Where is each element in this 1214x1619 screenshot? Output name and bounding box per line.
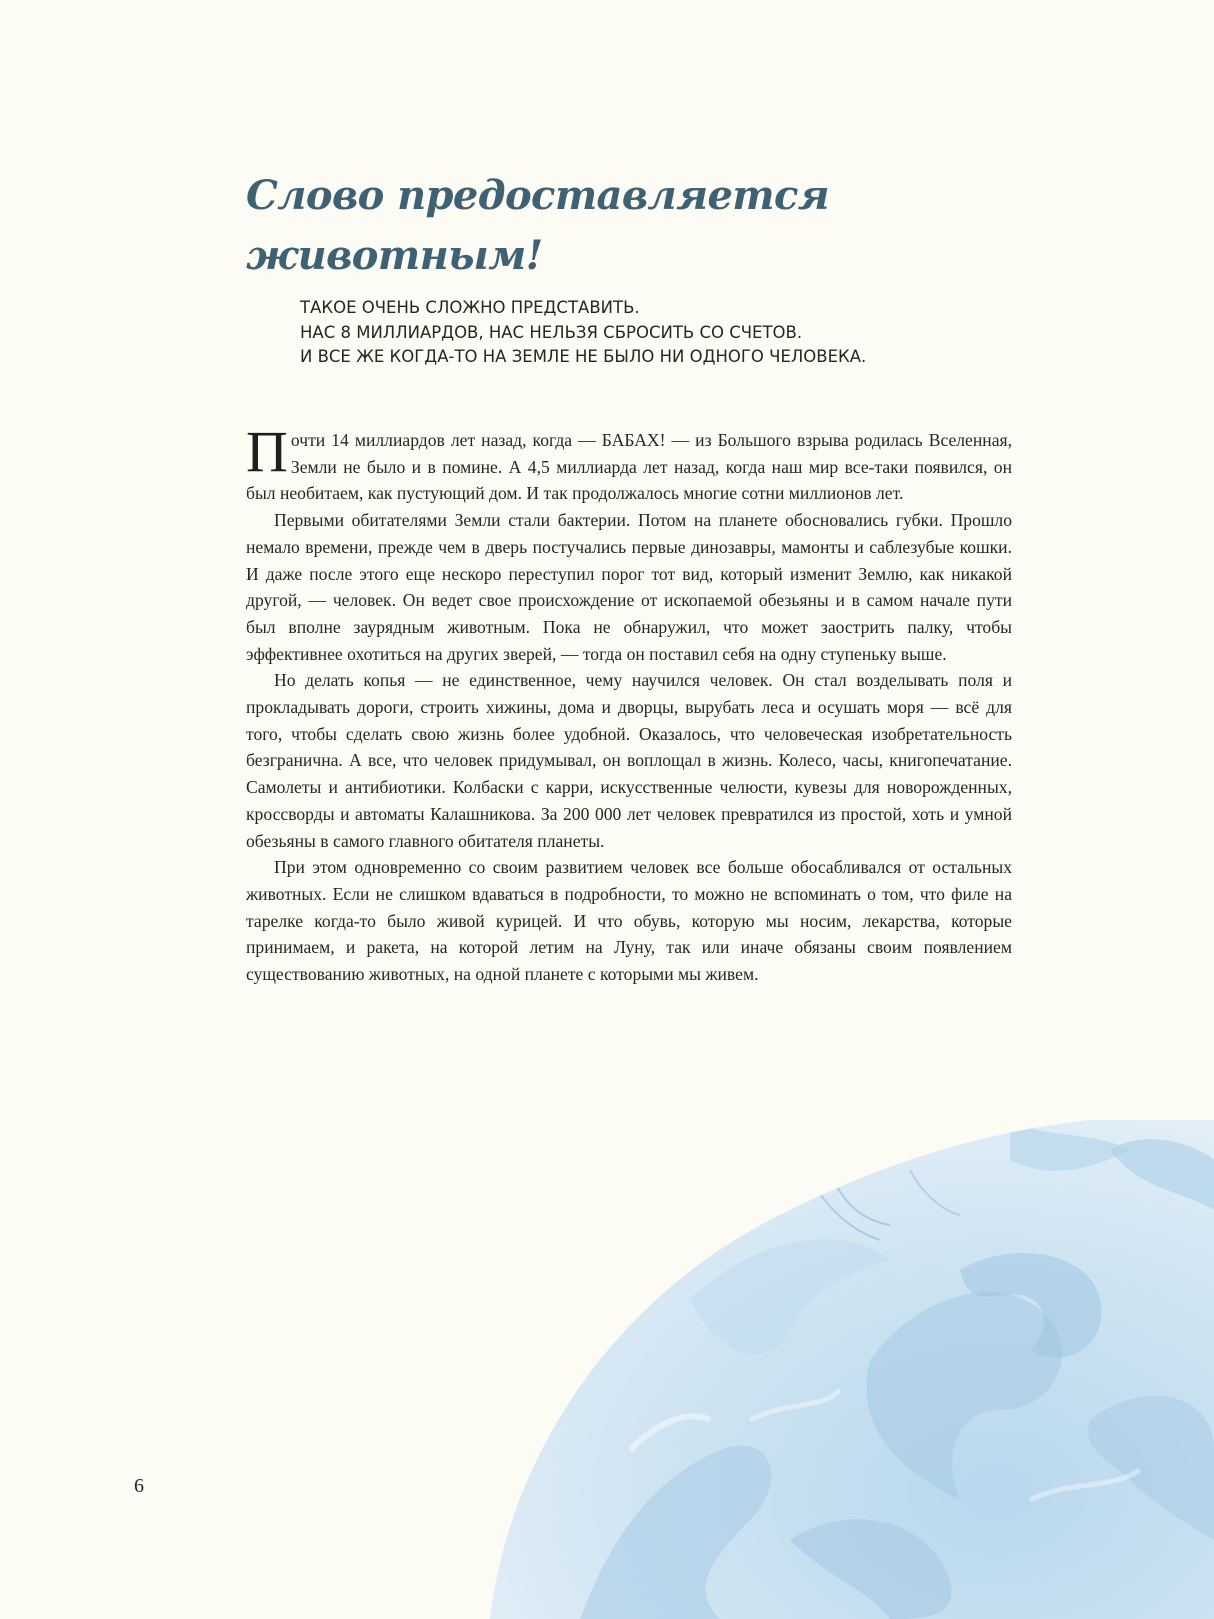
body-paragraph: При этом одновременно со своим развитием человек все больше обосабливался от остальных животных. Если не слишком вдаваться в подробности, то можно не вспоминать о том, что филе на тарелке когда-то было живой курицей. И что обувь, которую мы носим, лекарства, которые принимаем, и ракета, на которой летим на Луну, так или иначе обязаны своим появлением существованию животных, на одной планете с которыми мы живем. (246, 857, 1012, 985)
page-number: 6 (134, 1475, 144, 1497)
lead-line: И ВСЕ ЖЕ КОГДА-ТО НА ЗЕМЛЕ НЕ БЫЛО НИ ОДНОГО ЧЕЛОВЕКА. (300, 347, 867, 366)
page-title: Слово предоставляется животным! (246, 172, 830, 279)
body-paragraph: Первыми обитателями Земли стали бактерии. Потом на планете обосновались губки. Прошло немало времени, прежде чем в дверь постучались первые динозавры, мамонты и саблезубые кошки. И даже после этого еще нескоро переступил порог тот вид, который изменит Землю, как никакой другой, — человек. Он ведет свое происхождение от ископаемой обезьяны и в самом начале пути был вполне заурядным животным. Пока не обнаружил, что может заострить палку, чтобы эффективнее охотиться на других зверей, — тогда он поставил себя на одну ступеньку выше. (246, 510, 1012, 664)
lead-paragraph (300, 296, 1020, 370)
paragraph-text: очти 14 миллиардов лет назад, когда — БАБАХ! — из Большого взрыва родилась Вселенная, Земли не было и в помине. А 4,5 миллиарда лет назад, когда наш мир все-таки появился, он был необитаем, как пустующий дом. И так продолжалось многие сотни миллионов лет. (246, 430, 1012, 504)
body-text (246, 419, 1012, 988)
drop-cap: П (246, 419, 288, 484)
body-paragraph (246, 419, 1012, 507)
earth-illustration (490, 1120, 1214, 1619)
lead-line: ТАКОЕ ОЧЕНЬ СЛОЖНО ПРЕДСТАВИТЬ. (300, 298, 640, 317)
body-paragraph: Но делать копья — не единственное, чему научился человек. Он стал возделывать поля и прокладывать дороги, строить хижины, дома и дворцы, вырубать леса и осушать моря — всё для того, чтобы сделать свою жизнь более удобной. Оказалось, что человеческая изобретательность безгранична. А все, что человек придумывал, он воплощал в жизнь. Колесо, часы, книгопечатание. Самолеты и антибиотики. Колбаски с карри, искусственные челюсти, кувезы для новорожденных, кроссворды и автоматы Калашникова. За 200 000 лет человек превратился из простой, хоть и умной обезьяны в самого главного обитателя планеты. (246, 670, 1012, 851)
lead-line: НАС 8 МИЛЛИАРДОВ, НАС НЕЛЬЗЯ СБРОСИТЬ СО СЧЕТОВ. (300, 322, 803, 342)
